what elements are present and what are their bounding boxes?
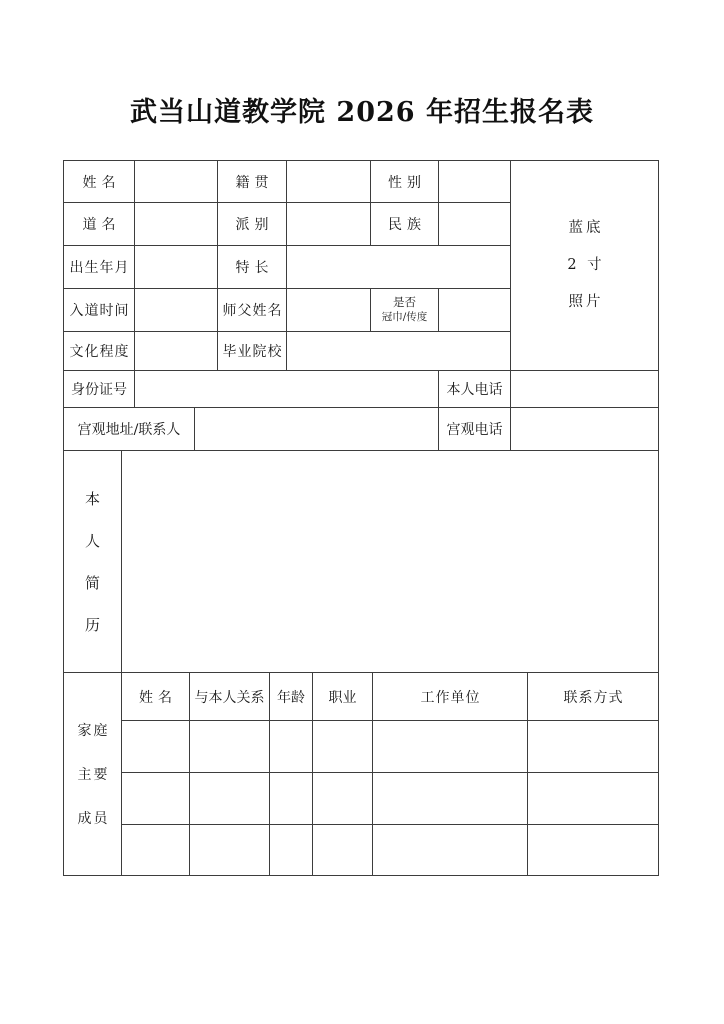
family-col-age: 年龄 bbox=[270, 673, 313, 721]
birth-date-label: 出生年月 bbox=[64, 246, 135, 289]
family-label-line-1: 家庭 bbox=[77, 723, 110, 739]
resume-label-char-3: 简 bbox=[84, 574, 100, 592]
ethnicity-value-cell bbox=[439, 203, 511, 246]
capping-label-line2: 冠巾/传度 bbox=[381, 311, 428, 323]
family-cell bbox=[190, 773, 270, 825]
family-cell bbox=[373, 825, 528, 876]
capping-value-cell bbox=[439, 289, 511, 332]
entry-time-label: 入道时间 bbox=[64, 289, 135, 332]
capping-label-line1: 是否 bbox=[393, 295, 416, 309]
master-name-value-cell bbox=[287, 289, 371, 332]
family-label-line-3: 成员 bbox=[77, 811, 110, 827]
temple-phone-value-cell bbox=[511, 408, 659, 451]
entry-time-value-cell bbox=[135, 289, 218, 332]
name-value-cell bbox=[135, 161, 218, 203]
temple-phone-label: 宫观电话 bbox=[439, 408, 511, 451]
ethnicity-label: 民族 bbox=[371, 203, 439, 246]
photo-line-2: 2 寸 bbox=[567, 257, 605, 273]
family-cell bbox=[313, 825, 373, 876]
birth-date-value-cell bbox=[135, 246, 218, 289]
registration-form bbox=[63, 160, 658, 876]
family-cell bbox=[270, 773, 313, 825]
school-value-cell bbox=[287, 332, 511, 371]
resume-label-char-4: 历 bbox=[84, 616, 100, 634]
family-cell bbox=[270, 721, 313, 773]
temple-address-label: 宫观地址/联系人 bbox=[64, 408, 195, 451]
temple-contact-table bbox=[63, 407, 659, 451]
native-place-value-cell bbox=[287, 161, 371, 203]
family-col-occupation: 职业 bbox=[313, 673, 373, 721]
resume-table bbox=[63, 450, 659, 673]
temple-address-value-cell bbox=[195, 408, 439, 451]
id-number-label: 身份证号 bbox=[64, 371, 135, 408]
family-cell bbox=[122, 825, 190, 876]
family-cell bbox=[122, 773, 190, 825]
capping-label bbox=[371, 289, 439, 332]
id-number-value-cell bbox=[135, 371, 439, 408]
resume-label bbox=[64, 451, 122, 673]
specialty-label: 特长 bbox=[218, 246, 287, 289]
family-cell bbox=[373, 721, 528, 773]
personal-phone-value-cell bbox=[511, 371, 659, 408]
education-value-cell bbox=[135, 332, 218, 371]
family-cell bbox=[528, 773, 659, 825]
specialty-value-cell bbox=[287, 246, 511, 289]
dao-name-label: 道名 bbox=[64, 203, 135, 246]
photo-line-3: 照片 bbox=[568, 294, 604, 310]
family-cell bbox=[313, 773, 373, 825]
family-col-relationship: 与本人关系 bbox=[190, 673, 270, 721]
resume-label-char-2: 人 bbox=[84, 532, 100, 550]
page-title: 武当山道教学院 2026 年招生报名表 bbox=[130, 97, 594, 128]
sect-label: 派别 bbox=[218, 203, 287, 246]
family-label bbox=[64, 673, 122, 876]
family-cell bbox=[190, 825, 270, 876]
family-cell bbox=[190, 721, 270, 773]
family-cell bbox=[528, 825, 659, 876]
native-place-label: 籍贯 bbox=[218, 161, 287, 203]
family-row bbox=[64, 721, 659, 773]
dao-name-value-cell bbox=[135, 203, 218, 246]
id-phone-table bbox=[63, 370, 659, 408]
gender-label: 性别 bbox=[371, 161, 439, 203]
family-cell bbox=[313, 721, 373, 773]
resume-label-char-1: 本 bbox=[84, 490, 100, 508]
family-cell bbox=[373, 773, 528, 825]
name-label: 姓名 bbox=[64, 161, 135, 203]
family-cell bbox=[270, 825, 313, 876]
family-cell bbox=[528, 721, 659, 773]
personal-phone-label: 本人电话 bbox=[439, 371, 511, 408]
gender-value-cell bbox=[439, 161, 511, 203]
family-table bbox=[63, 672, 659, 876]
sect-value-cell bbox=[287, 203, 371, 246]
basic-info-table bbox=[63, 160, 659, 371]
family-cell bbox=[122, 721, 190, 773]
family-col-contact: 联系方式 bbox=[528, 673, 659, 721]
family-label-line-2: 主要 bbox=[77, 767, 110, 783]
school-label: 毕业院校 bbox=[218, 332, 287, 371]
education-label: 文化程度 bbox=[64, 332, 135, 371]
master-name-label: 师父姓名 bbox=[218, 289, 287, 332]
photo-placeholder bbox=[511, 161, 659, 371]
photo-line-1: 蓝底 bbox=[568, 220, 604, 236]
resume-content-cell bbox=[122, 451, 659, 673]
family-row bbox=[64, 773, 659, 825]
family-col-workplace: 工作单位 bbox=[373, 673, 528, 721]
family-row bbox=[64, 825, 659, 876]
family-col-name: 姓名 bbox=[122, 673, 190, 721]
